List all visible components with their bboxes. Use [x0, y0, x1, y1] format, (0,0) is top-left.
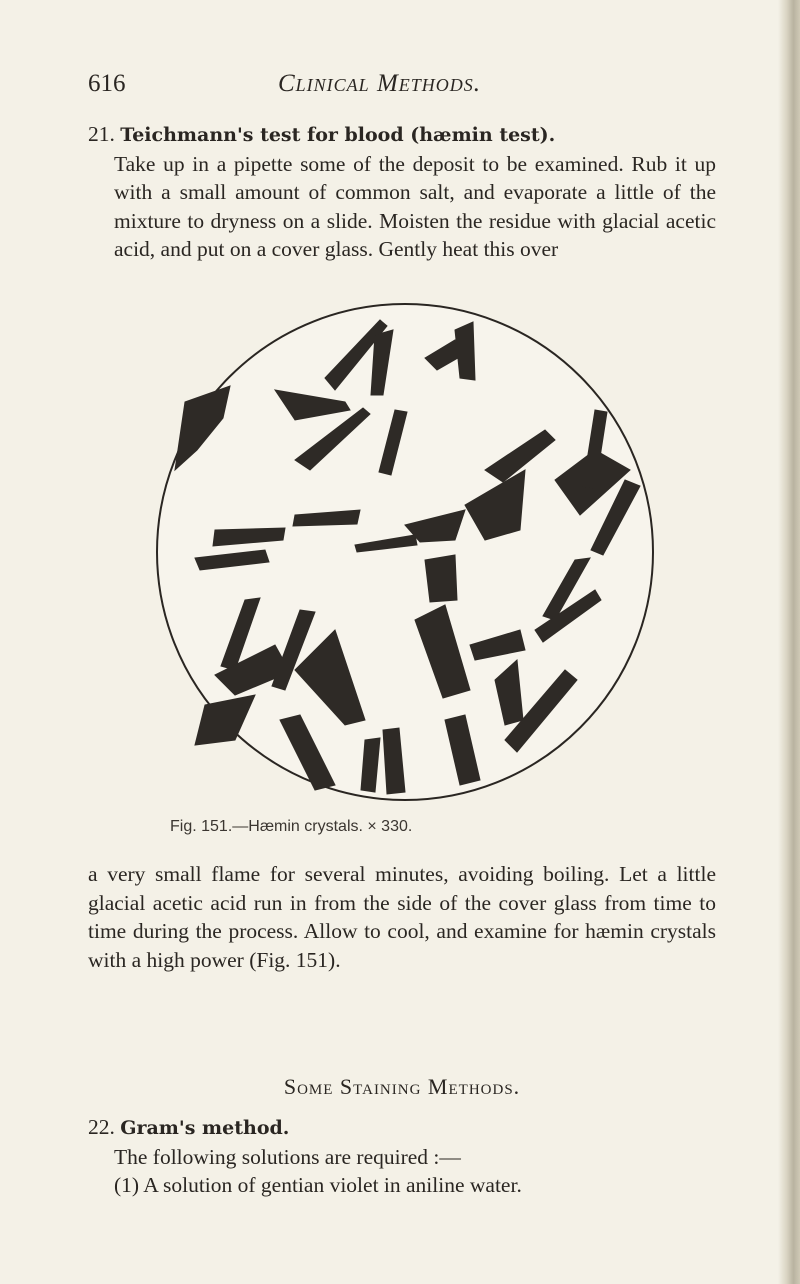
continuation-paragraph — [88, 860, 716, 974]
section-22-heading-line — [88, 1113, 716, 1143]
haemin-crystals-figure — [125, 300, 685, 805]
section-heading: Some Staining Methods. — [283, 1074, 521, 1099]
section-22-heading: Gram's method. — [120, 1117, 290, 1139]
section-22-item-1: (1) A solution of gentian violet in aniline water. — [114, 1173, 522, 1197]
page-edge-shadow — [778, 0, 800, 1284]
crystal — [425, 555, 457, 602]
section-22-intro: The following solutions are required :— — [114, 1144, 461, 1169]
continuation-text: a very small flame for several minutes, avoiding boiling. Let a little glacial acetic acid run in from the side of the cover glass from time to time during the process. Allow to cool, and examine for hæmin crystals with a high power (Fig. 151). — [88, 862, 716, 972]
section-21 — [88, 120, 716, 264]
running-title: Clinical Methods. — [278, 70, 482, 97]
section-21-heading-line — [88, 120, 716, 150]
section-21-text: Take up in a pipette some of the deposit to be examined. Rub it up with a small amount of common salt, and evaporate a little of the mixture to dryness on a slide. Moisten the residue with glacial acetic acid, and put on a cover glass. Gently heat this over — [114, 151, 716, 261]
figure-caption: Fig. 151.—Hæmin crystals. × 330. — [170, 818, 413, 835]
section-21-number: 21. — [88, 122, 115, 146]
section-22 — [88, 1113, 716, 1200]
running-head — [88, 70, 708, 106]
section-22-number: 22. — [88, 1115, 115, 1139]
page-number: 616 — [88, 70, 126, 97]
section-21-heading: Teichmann's test for blood (hæmin test). — [120, 124, 556, 146]
